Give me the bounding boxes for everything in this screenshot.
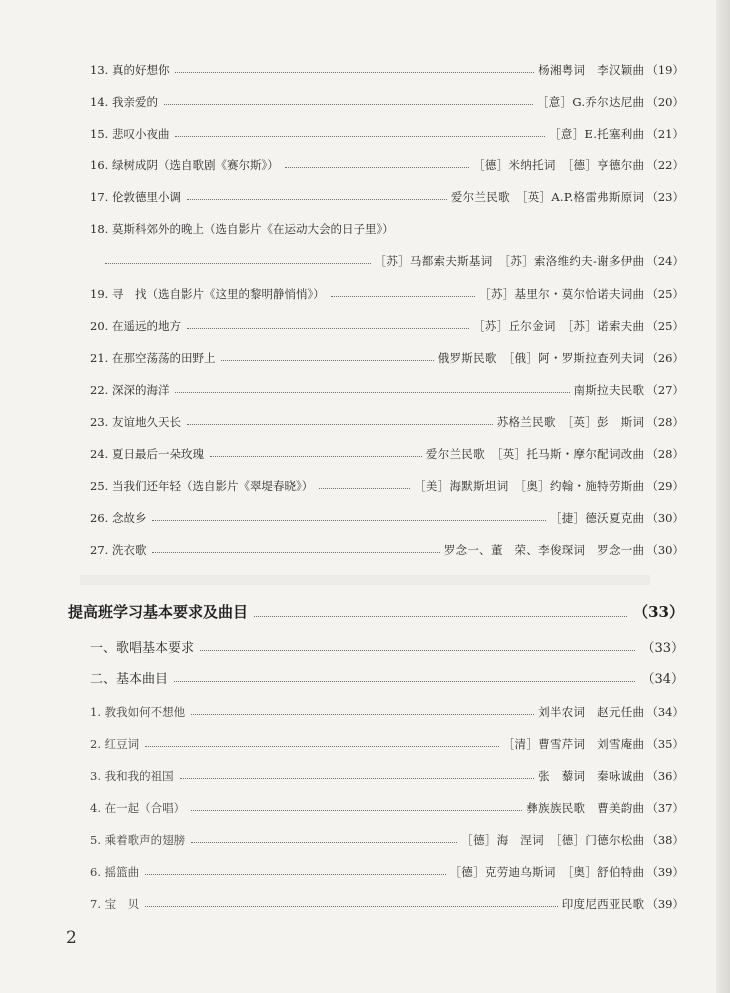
dot-leader	[175, 392, 569, 393]
entry-title: 23. 友谊地久天长	[90, 415, 181, 429]
entry-title: 一、歌唱基本要求	[90, 641, 195, 656]
toc-entry	[90, 634, 684, 656]
entry-title: 1. 教我如何不想他	[90, 705, 186, 719]
toc-entry	[90, 794, 684, 816]
entry-credit: 南斯拉夫民歌	[573, 383, 645, 397]
entry-credit: 罗念一、董 荣、李俊琛词 罗念一曲	[443, 543, 645, 557]
toc-entry	[90, 826, 684, 848]
entry-page-number: （36）	[646, 769, 684, 783]
entry-credit: ［美］海默斯坦词 ［奥］约翰・施特劳斯曲	[414, 479, 645, 493]
dot-leader	[285, 167, 469, 168]
toc-entry	[90, 344, 684, 366]
entry-credit: 苏格兰民歌 ［英］彭 斯词	[496, 415, 645, 429]
entry-page-number: （30）	[646, 511, 684, 525]
entry-credit: 印度尼西亚民歌	[561, 897, 645, 911]
toc-entry	[90, 890, 684, 912]
toc-entry	[90, 183, 684, 205]
toc-entry	[90, 151, 684, 173]
dot-leader	[187, 199, 447, 200]
entry-page-number: （22）	[646, 158, 684, 172]
entry-credit: 彝族族民歌 曹美韵曲	[526, 801, 645, 815]
dot-leader	[191, 842, 457, 843]
toc-entry	[90, 665, 684, 687]
toc-entry	[90, 56, 684, 78]
entry-title: 二、基本曲目	[90, 672, 169, 687]
toc-entry	[90, 215, 590, 237]
entry-title: 5. 乘着歌声的翅膀	[90, 833, 186, 847]
entry-title: 22. 深深的海洋	[90, 383, 170, 397]
entry-page-number: （28）	[646, 415, 684, 429]
toc-entry	[90, 698, 684, 720]
entry-page-number: （29）	[646, 479, 684, 493]
entry-page-number: （24）	[646, 254, 684, 268]
entry-credit: 刘半农词 赵元任曲	[538, 705, 645, 719]
entry-credit: 张 藜词 秦咏诚曲	[538, 769, 645, 783]
dot-leader	[152, 520, 546, 521]
entry-title: 18. 莫斯科郊外的晚上（选自影片《在运动大会的日子里》）	[90, 222, 394, 236]
toc-entry	[90, 472, 684, 494]
entry-page-number: （19）	[646, 63, 684, 77]
dot-leader	[210, 456, 422, 457]
dot-leader	[319, 488, 410, 489]
toc-entry	[68, 600, 684, 622]
dot-leader	[200, 650, 635, 651]
toc-entry	[90, 762, 684, 784]
toc-entry	[90, 858, 684, 880]
dot-leader	[152, 552, 439, 553]
dot-leader	[175, 136, 545, 137]
dot-leader	[175, 72, 534, 73]
toc-entry	[90, 730, 684, 752]
entry-title: 21. 在那空荡荡的田野上	[90, 351, 216, 365]
dot-leader	[187, 424, 493, 425]
entry-title: 4. 在一起（合唱）	[90, 801, 186, 815]
entry-page-number: （37）	[646, 801, 684, 815]
entry-credit: ［捷］德沃夏克曲	[549, 511, 645, 525]
entry-title: 15. 悲叹小夜曲	[90, 127, 170, 141]
entry-page-number: （26）	[646, 351, 684, 365]
entry-page-number: （34）	[646, 705, 684, 719]
entry-title: 26. 念故乡	[90, 511, 147, 525]
dot-leader	[187, 328, 469, 329]
dot-leader	[164, 104, 533, 105]
toc-entry	[90, 120, 684, 142]
entry-title: 13. 真的好想你	[90, 63, 170, 77]
entry-title: 提高班学习基本要求及曲目	[68, 603, 249, 621]
toc-entry	[90, 312, 684, 334]
entry-page-number: （25）	[646, 319, 684, 333]
entry-title: 19. 寻 找（选自影片《这里的黎明静悄悄》）	[90, 287, 325, 301]
toc-entry	[90, 88, 684, 110]
dot-leader	[145, 874, 445, 875]
entry-page-number: （25）	[646, 287, 684, 301]
entry-credit: 爱尔兰民歌 ［英］A.P.格雷弗斯原词	[450, 190, 645, 204]
page-number: 2	[66, 928, 77, 948]
entry-title: 14. 我亲爱的	[90, 95, 158, 109]
entry-page-number: （23）	[646, 190, 684, 204]
dot-leader	[145, 746, 499, 747]
bleed-through-smudge	[80, 575, 650, 585]
entry-page-number: （21）	[646, 127, 684, 141]
dot-leader	[180, 778, 535, 779]
dot-leader	[105, 263, 371, 264]
toc-entry	[90, 376, 684, 398]
entry-credit: ［德］米纳托词 ［德］亨德尔曲	[473, 158, 645, 172]
entry-page-number: （33）	[633, 603, 684, 621]
entry-page-number: （30）	[646, 543, 684, 557]
entry-title: 27. 洗衣歌	[90, 543, 147, 557]
toc-entry	[90, 440, 684, 462]
dot-leader	[331, 296, 475, 297]
entry-credit: ［德］海 涅词 ［德］门德尔松曲	[461, 833, 645, 847]
entry-title: 6. 摇篮曲	[90, 865, 140, 879]
entry-title: 17. 伦敦德里小调	[90, 190, 181, 204]
entry-page-number: （28）	[646, 447, 684, 461]
dot-leader	[174, 681, 635, 682]
entry-page-number: （27）	[646, 383, 684, 397]
entry-page-number: （34）	[641, 672, 684, 687]
dot-leader	[221, 360, 433, 361]
dot-leader	[191, 714, 534, 715]
entry-credit: ［意］E.托塞利曲	[549, 127, 645, 141]
entry-title: 7. 宝 贝	[90, 897, 140, 911]
entry-credit: ［苏］基里尔・莫尔恰诺夫词曲	[479, 287, 645, 301]
dot-leader	[254, 616, 627, 617]
entry-title: 25. 当我们还年轻（选自影片《翠堤春晓》）	[90, 479, 314, 493]
entry-title: 16. 绿树成阴（选自歌剧《赛尔斯》）	[90, 158, 279, 172]
entry-page-number: （39）	[646, 897, 684, 911]
toc-entry	[90, 408, 684, 430]
page-edge-shadow	[716, 0, 730, 993]
entry-credit: 俄罗斯民歌 ［俄］阿・罗斯拉查列夫词	[437, 351, 645, 365]
dot-leader	[191, 810, 522, 811]
entry-title: 20. 在遥远的地方	[90, 319, 181, 333]
entry-title: 3. 我和我的祖国	[90, 769, 174, 783]
entry-credit: ［苏］丘尔金词 ［苏］诺索夫曲	[473, 319, 645, 333]
entry-page-number: （39）	[646, 865, 684, 879]
entry-credit: ［意］G.乔尔达尼曲	[536, 95, 645, 109]
entry-page-number: （33）	[641, 641, 684, 656]
entry-page-number: （35）	[646, 737, 684, 751]
toc-entry	[90, 280, 684, 302]
toc-entry-continuation	[105, 247, 684, 269]
entry-title: 24. 夏日最后一朵玫瑰	[90, 447, 204, 461]
dot-leader	[145, 906, 558, 907]
toc-entry	[90, 504, 684, 526]
entry-credit: 杨湘粤词 李汉颖曲	[538, 63, 645, 77]
entry-credit: ［德］克劳迪乌斯词 ［奥］舒伯特曲	[449, 865, 645, 879]
toc-entry	[90, 536, 684, 558]
entry-credit: ［清］曹雪芹词 刘雪庵曲	[502, 737, 645, 751]
entry-credit: 爱尔兰民歌 ［英］托马斯・摩尔配词改曲	[425, 447, 645, 461]
entry-page-number: （20）	[646, 95, 684, 109]
entry-credit: ［苏］马都索夫斯基词 ［苏］索洛维约夫-谢多伊曲	[374, 254, 645, 268]
entry-title: 2. 红豆词	[90, 737, 140, 751]
entry-page-number: （38）	[646, 833, 684, 847]
